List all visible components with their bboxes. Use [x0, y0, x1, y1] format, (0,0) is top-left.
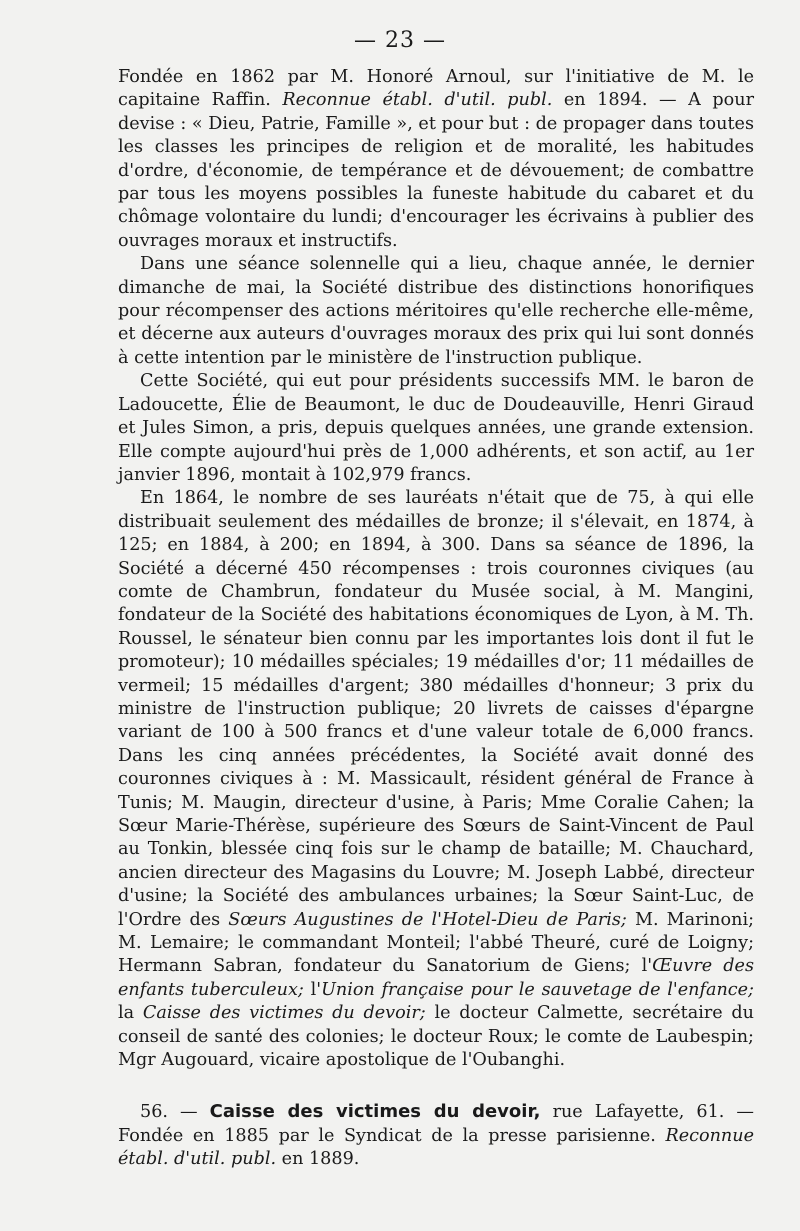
paragraph-foundation: Fondée en 1862 par M. Honoré Arnoul, sur l'initiative de M. le capitaine Raffin. Reconnue établ. d'util. publ. en 1894. — A pour devise : « Dieu, Patrie, Famille », et pour but : de propager dans toutes les classes les principes de religion et de moralité, les habitudes d'ordre, d'économie, de tempérance et de dévouement; de combattre par tous les moyens possibles la funeste habitude du cabaret et du chômage volontaire du lundi; d'encourager les écrivains à publier des ouvrages moraux et instructifs. — [118, 67, 754, 251]
body-text — [118, 66, 754, 1172]
paragraph-gap — [118, 1072, 754, 1100]
entry-title: Caisse des victimes du devoir, — [209, 1101, 541, 1123]
entry-56: 56. — Caisse des victimes du devoir, rue Lafayette, 61. — Fondée en 1885 par le Syndicat de la presse parisienne. Reconnue établ. d'util. publ. en 1889. — [118, 1101, 755, 1170]
paragraph-presidents: Cette Société, qui eut pour présidents successifs MM. le baron de Ladoucette, Élie de Beaumont, le duc de Doudeauville, Henri Giraud et Jules Simon, a pris, depuis quelques années, une grande extension. Elle compte aujourd'hui près de 1,000 adhérents, et son actif, au 1er janvier 1896, montait à 102,979 francs. — [118, 371, 754, 485]
page-number: — 23 — — [354, 28, 446, 53]
paragraph-laureates: En 1864, le nombre de ses lauréats n'était que de 75, à qui elle distribuait seulement des médailles de bronze; il s'élevait, en 1874, à 125; en 1884, à 200; en 1894, à 300. Dans sa séance de 1896, la Société a décerné 450 récompenses : trois couronnes civiques (au comte de Chambrun, fondateur du Musée social, à M. Mangini, fondateur de la Société des habitations économiques de Lyon, à M. Th. Roussel, le sénateur bien connu par les importantes lois dont il fut le promoteur); 10 médailles spéciales; 19 médailles d'or; 11 médailles de vermeil; 15 médailles d'argent; 380 médailles d'honneur; 3 prix du ministre de l'instruction publique; 20 livrets de caisses d'épargne variant de 100 à 500 francs et d'une valeur totale de 6,000 francs. Dans les cinq années précédentes, la Société avait donné des couronnes civiques à : M. Massicault, résident général de France à Tunis; M. Maugin, directeur d'usine, à Paris; Mme Coralie Cahen; la Sœur Marie-Thérèse, supérieure des Sœurs de Saint-Vincent de Paul au Tonkin, blessée cinq fois sur le champ de bataille; M. Chauchard, ancien directeur des Magasins du Louvre; M. Joseph Labbé, directeur d'usine; la Société des ambulances urbaines; la Sœur Saint-Luc, de l'Ordre des Sœurs Augustines de l'Hotel-Dieu de Paris; M. Marinoni; M. Lemaire; le commandant Monteil; l'abbé Theuré, curé de Loigny; Hermann Sabran, fondateur du Sanatorium de Giens; l'Œuvre des enfants tuberculeux; l'Union française pour le sauvetage de l'enfance; la Caisse des victimes du devoir; le docteur Calmette, secrétaire du conseil de santé des colonies; le docteur Roux; le comte de Laubespin; Mgr Augouard, vicaire apostolique de l'Oubanghi. — [118, 488, 755, 1071]
paragraph-ceremony: Dans une séance solennelle qui a lieu, chaque année, le dernier dimanche de mai, la Société distribue des distinctions honorifiques pour récompenser des actions méritoires qu'elle recherche elle-même, et décerne aux auteurs d'ouvrages moraux des prix qui lui sont donnés à cette intention par le ministère de l'instruction publique. — [118, 254, 754, 368]
